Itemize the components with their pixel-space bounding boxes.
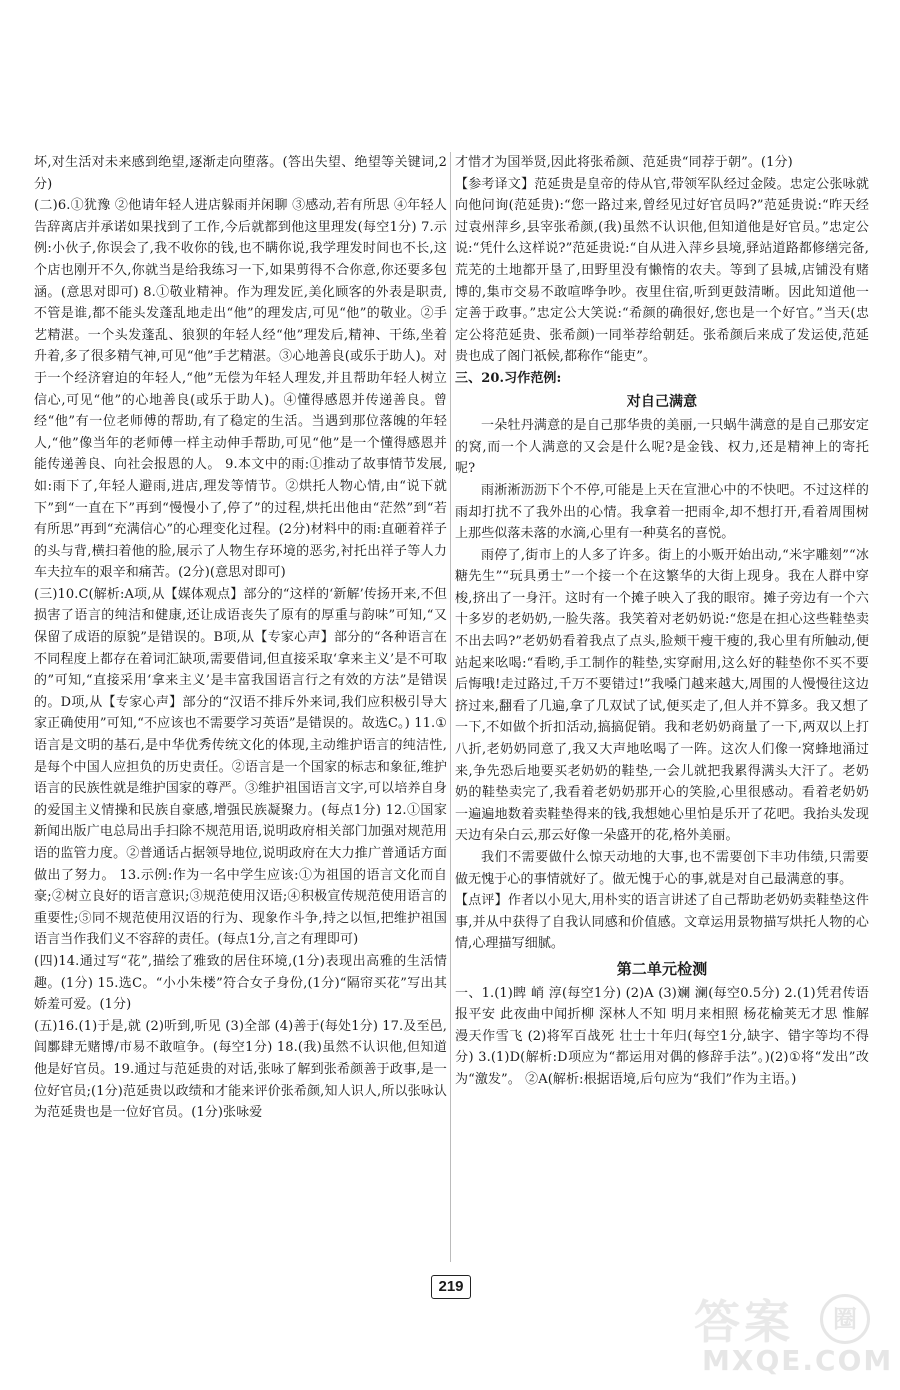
essay-comment: 【点评】作者以小见大,用朴实的语言讲述了自己帮助老奶奶卖鞋垫这件事,并从中获得了自我认同感和价值感。文章运用景物描写烘托人物的心情,心理描写细腻。 [455, 893, 869, 952]
essay-paragraph: 雨淅淅沥沥下个不停,可能是上天在宣泄心中的不快吧。不过这样的雨却打扰不了我外出的心情。我拿着一把雨伞,却不想打开,看着周围树上那些似落未落的水滴,心里有一种莫名的喜悦。 [455, 482, 869, 542]
left-column [34, 152, 447, 1124]
page-number: 219 [431, 1275, 471, 1299]
watermark-domain-text: MXQE.COM [702, 1344, 894, 1377]
watermark-seal-icon: 圈 [820, 1294, 870, 1344]
answer-block-4: (四)14.通过写“花”,描绘了雅致的居住环境,(1分)表现出高雅的生活情趣。(1分) 15.选C。“小小朱楼”符合女子身份,(1分)“隔帘买花”写出其娇羞可爱。(1分) [34, 953, 447, 1013]
essay-paragraph: 我们不需要做什么惊天动地的大事,也不需要创下丰功伟绩,只需要做无愧于心的事情就好了。做无愧于心的事,就是对自己最满意的事。 [455, 850, 869, 887]
watermark-logo [694, 1286, 894, 1381]
reference-translation: 【参考译文】范延贵是皇帝的侍从官,带领军队经过金陵。忠定公张咏就向他问询(范延贵):“您一路过来,曾经见过好官员吗?”范延贵说:“昨天经过袁州萍乡,县宰张希颜,(我)虽然不认识他,但知道他是好官员。”忠定公说:“凭什么这样说?”范延贵说:“自从进入萍乡县境,驿站道路都修缮完备,荒芜的土地都开垦了,田野里没有懒惰的农夫。等到了县城,店铺没有赌博的,集市交易不敢喧哗争吵。夜里住宿,听到更鼓清晰。因此知道他一定善于政事。”忠定公大笑说:“希颜的确很好,您也是一个好官。”当天(忠定公将范延贵、张希颜)一同举荐给朝廷。张希颜后来成了发运使,范延贵也成了阁门祇候,都称作“能吏”。 [455, 176, 869, 365]
watermark-top-text: 答案 [694, 1295, 794, 1349]
answer-block-5: (五)16.(1)于是,就 (2)听到,听见 (3)全部 (4)善于(每处1分) 17.及至邑,闾鄽肆无赌博/市易不敢喧争。(每空1分) 18.(我)虽然不认识他,但知道他是好官员。19.通过与范延贵的对话,张咏了解到张希颜善于政事,是一位好官员;(1分)范延贵以政绩和才能来评价张希颜,知人识人,所以张咏认为范延贵也是一位好官员。(1分)张咏爱 [34, 1018, 447, 1121]
unit-title: 第二单元检测 [616, 959, 708, 978]
essay-paragraph: 雨停了,街市上的人多了许多。街上的小贩开始出动,“米字雕刻”“冰糖先生”“玩具勇士”一个接一个在这繁华的大街上现身。我在人群中穿梭,挤出了一身汗。这时有一个摊子映入了我的眼帘。摊子旁边有一个六十多岁的老奶奶,一脸失落。我笑着对老奶奶说:“您是在担心这些鞋垫卖不出去吗?”老奶奶看着我点了点头,脸颊干瘦干瘦的,我心里有所触动,便站起来吆喝:“看哟,手工制作的鞋垫,实穿耐用,这么好的鞋垫你不买不要后悔哦!走过路过,千万不要错过!”我嗓门越来越大,周围的人慢慢往这边挤过来,翻看了几遍,拿了几双试了试,便买走了,但人并不算多。我又想了一下,不如做个折扣活动,搞搞促销。我和老奶奶商量了一下,两双以上打八折,老奶奶同意了,我又大声地吆喝了一阵。这次人们像一窝蜂地涌过来,争先恐后地要买老奶奶的鞋垫,一会儿就把我累得满头大汗了。老奶奶的鞋垫卖完了,我看着老奶奶那开心的笑脸,心里很感动。看着老奶奶一遍遍地数着卖鞋垫得来的钱,我想她心里怕是乐开了花吧。我抬头发现天边有朵白云,那云好像一朵盛开的花,格外美丽。 [455, 547, 869, 844]
answer-block-2: (二)6.①犹豫 ②他请年轻人进店躲雨并闲聊 ③感动,若有所思 ④年轻人告辞离店并承诺如果找到了工作,今后就都到他这里理发(每空1分) 7.示例:小伙子,你误会了,我不收你的钱,也不瞒你说,我学理发时间也不长,这个店也刚开不久,你就当是给我练习一下,如果剪得不合你意,你还要多包涵。(意思对即可) 8.①敬业精神。作为理发匠,美化顾客的外表是职责,不管是谁,都不能头发蓬乱地走出“他”的理发店,可见“他”的敬业。②手艺精湛。一个头发蓬乱、狼狈的年轻人经“他”理发后,精神、干练,坐着升着,多了很多精气神,可见“他”手艺精湛。③心地善良(或乐于助人)。对于一个经济窘迫的年轻人,“他”无偿为年轻人理发,并且帮助年轻人树立信心,可见“他”的心地善良(或乐于助人)。④懂得感恩并传递善良。曾经“他”有一位老师傅的帮助,有了稳定的生活。当遇到那位落魄的年轻人,“他”像当年的老师傅一样主动伸手帮助,可见“他”是一个懂得感恩并能传递善良、向社会报恩的人。 9.本文中的雨:①推动了故事情节发展,如:雨下了,年轻人避雨,进店,理发等情节。②烘托人物心情,由“说下就下”到“一直在下”再到“慢慢小了,停了”的过程,烘托出他由“茫然”到“若有所思”再到“充满信心”的心理变化过程。(2分)材料中的雨:直砸着祥子的头与背,横扫着他的脸,展示了人物生存环境的恶劣,衬托出祥子等人力车夫拉车的艰辛和痛苦。(2分)(意思对即可) [34, 198, 447, 581]
answer-block-3: (三)10.C(解析:A项,从【媒体观点】部分的“这样的‘新解’传扬开来,不但损害了语言的纯洁和健康,还让成语丧失了原有的厚重与韵味”可知,“又保留了成语的原貌”是错误的。B项,从【专家心声】部分的“各种语言在不同程度上都存在着词汇缺项,需要借词,但直接采取‘拿来主义’是不可取的”可知,“直接采用‘拿来主义’是丰富我国语言行之有效的方法”是错误的。D项,从【专家心声】部分的“汉语不排斥外来词,我们应积极引导大家正确使用”可知,“不应该也不需要学习英语”是错误的。故选C。) 11.①语言是文明的基石,是中华优秀传统文化的体现,主动维护语言的纯洁性,是每个中国人应担负的历史责任。②语言是一个国家的标志和象征,维护语言的民族性就是维护国家的尊严。③维护祖国语言文字,可以培养自身的爱国主义情操和民族自豪感,增强民族凝聚力。(每点1分) 12.①国家新闻出版广电总局出手扫除不规范用语,说明政府相关部门加强对规范用语的监管力度。②普通话占据领导地位,说明政府在大力推广普通话方面做出了努力。 13.示例:作为一名中学生应该:①为祖国的语言文化而自豪;②树立良好的语言意识;③规范使用汉语;④积极宣传规范使用语言的重要性;⑤同不规范使用汉语的行为、现象作斗争,持之以恒,把维护祖国语言当作我们义不容辞的责任。(每点1分,言之有理即可) [34, 586, 447, 948]
right-column [455, 152, 869, 1091]
essay-title: 对自己满意 [626, 393, 698, 410]
answer-block-1: 坏,对生活对未来感到绝望,逐渐走向堕落。(答出失望、绝望等关键词,2分) [34, 155, 447, 192]
column-divider [450, 152, 451, 1262]
unit-answers: 一、1.(1)睥 峭 淳(每空1分) (2)A (3)斓 澜(每空0.5分) 2.(1)凭君传语报平安 此夜曲中闻折柳 深林人不知 明月来相照 杨花榆荚无才思 惟解漫天作雪飞 (2)将军百战死 壮士十年归(每空1分,缺字、错字等均不得分) 3.(1)D(解析:D项应为“都运用对偶的修辞手法”。)(2)①将“发出”改为“激发”。 ②A(解析:根据语境,后句应为“我们”作为主语。) [455, 985, 869, 1087]
continued-answer: 才惜才为国举贤,因此将张希颜、范延贵“同荐于朝”。(1分) [455, 155, 793, 170]
essay-label: 三、20.习作范例: [455, 370, 562, 386]
essay-paragraph: 一朵牡丹满意的是自己那华贵的美丽,一只蜗牛满意的是自己那安定的窝,而一个人满意的又会是什么呢?是金钱、权力,还是精神上的寄托呢? [455, 418, 869, 477]
